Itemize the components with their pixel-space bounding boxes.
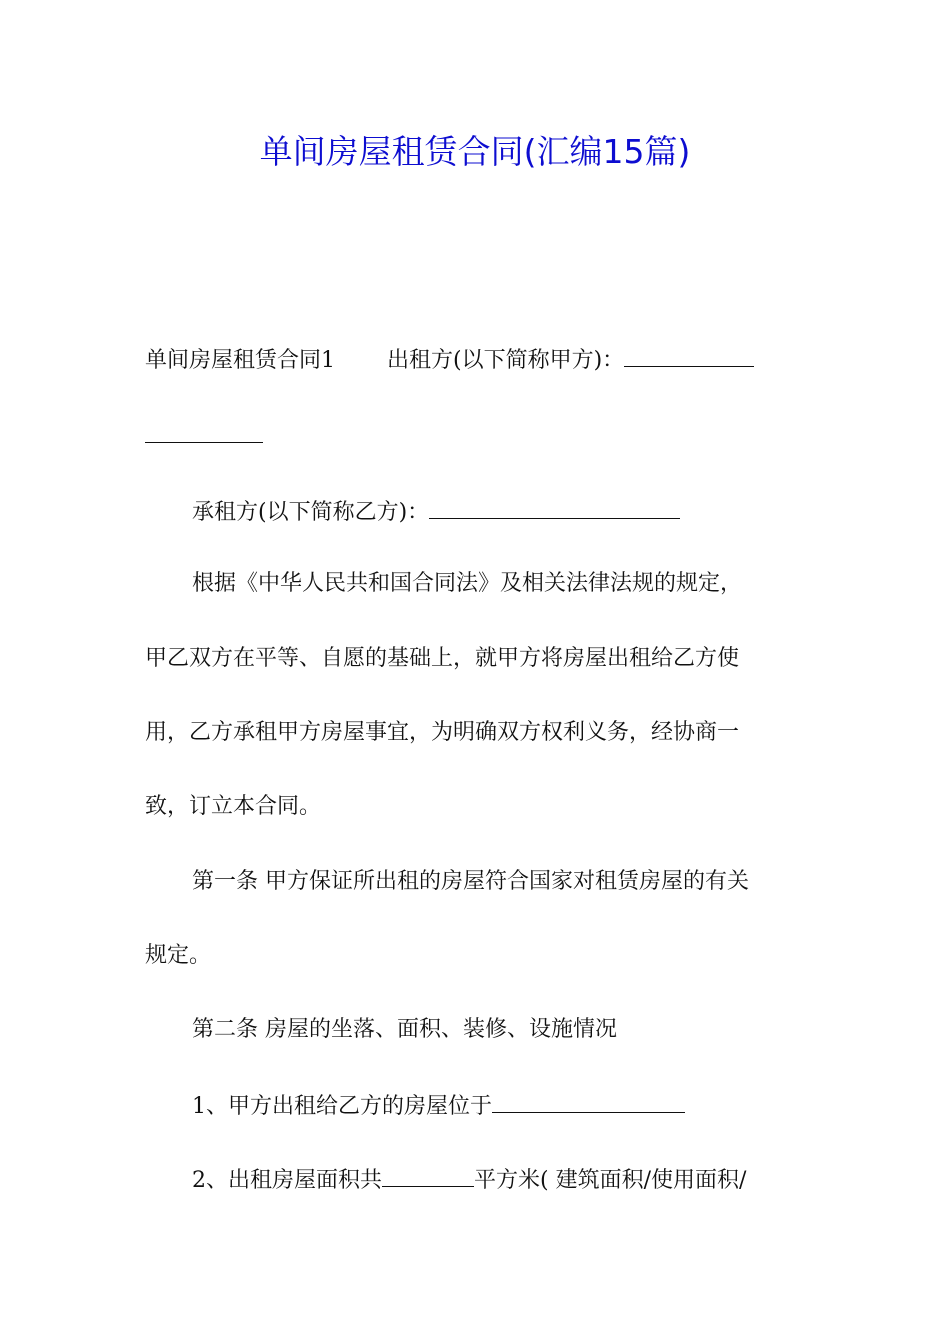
location-blank [492,1088,685,1113]
lessor-blank-continued-line [145,418,810,454]
lessee-blank [429,494,680,519]
article-2-heading: 第二条 房屋的坐落、面积、装修、设施情况 [192,1017,617,1042]
document-title: 单间房屋租赁合同(汇编15篇) [259,132,691,171]
lessor-blank-continued [145,418,263,443]
lessor-label: 出租方(以下简称甲方)： [387,348,625,373]
lessee-label: 承租方(以下简称乙方)： [192,500,430,525]
paragraph-basis-line-2: 甲乙双方在平等、自愿的基础上，就甲方将房屋出租给乙方使 [145,646,740,671]
area-unit-label: 平方米( 建筑面积/使用面积/ [474,1168,747,1193]
paragraph-basis-line-4: 致，订立本合同。 [145,794,322,819]
location-label: 1、甲方出租给乙方的房屋位于 [192,1094,492,1119]
contract-number-label: 单间房屋租赁合同1 [145,348,335,373]
paragraph-basis-line-1: 根据《中华人民共和国合同法》及相关法律法规的规定， [192,571,743,596]
area-blank [382,1162,474,1187]
paragraph-lessee [192,494,810,530]
article-2-item-1 [192,1088,810,1124]
paragraph-basis-line-3: 用，乙方承租甲方房屋事宜，为明确双方权利义务，经协商一 [145,720,740,745]
lessor-blank [624,342,754,367]
article-1-line-1: 第一条 甲方保证所出租的房屋符合国家对租赁房屋的有关 [192,869,749,894]
paragraph-contract-heading [145,342,810,378]
article-1-line-2: 规定。 [145,943,212,968]
article-2-item-2 [192,1162,810,1198]
area-label: 2、出租房屋面积共 [192,1168,382,1193]
